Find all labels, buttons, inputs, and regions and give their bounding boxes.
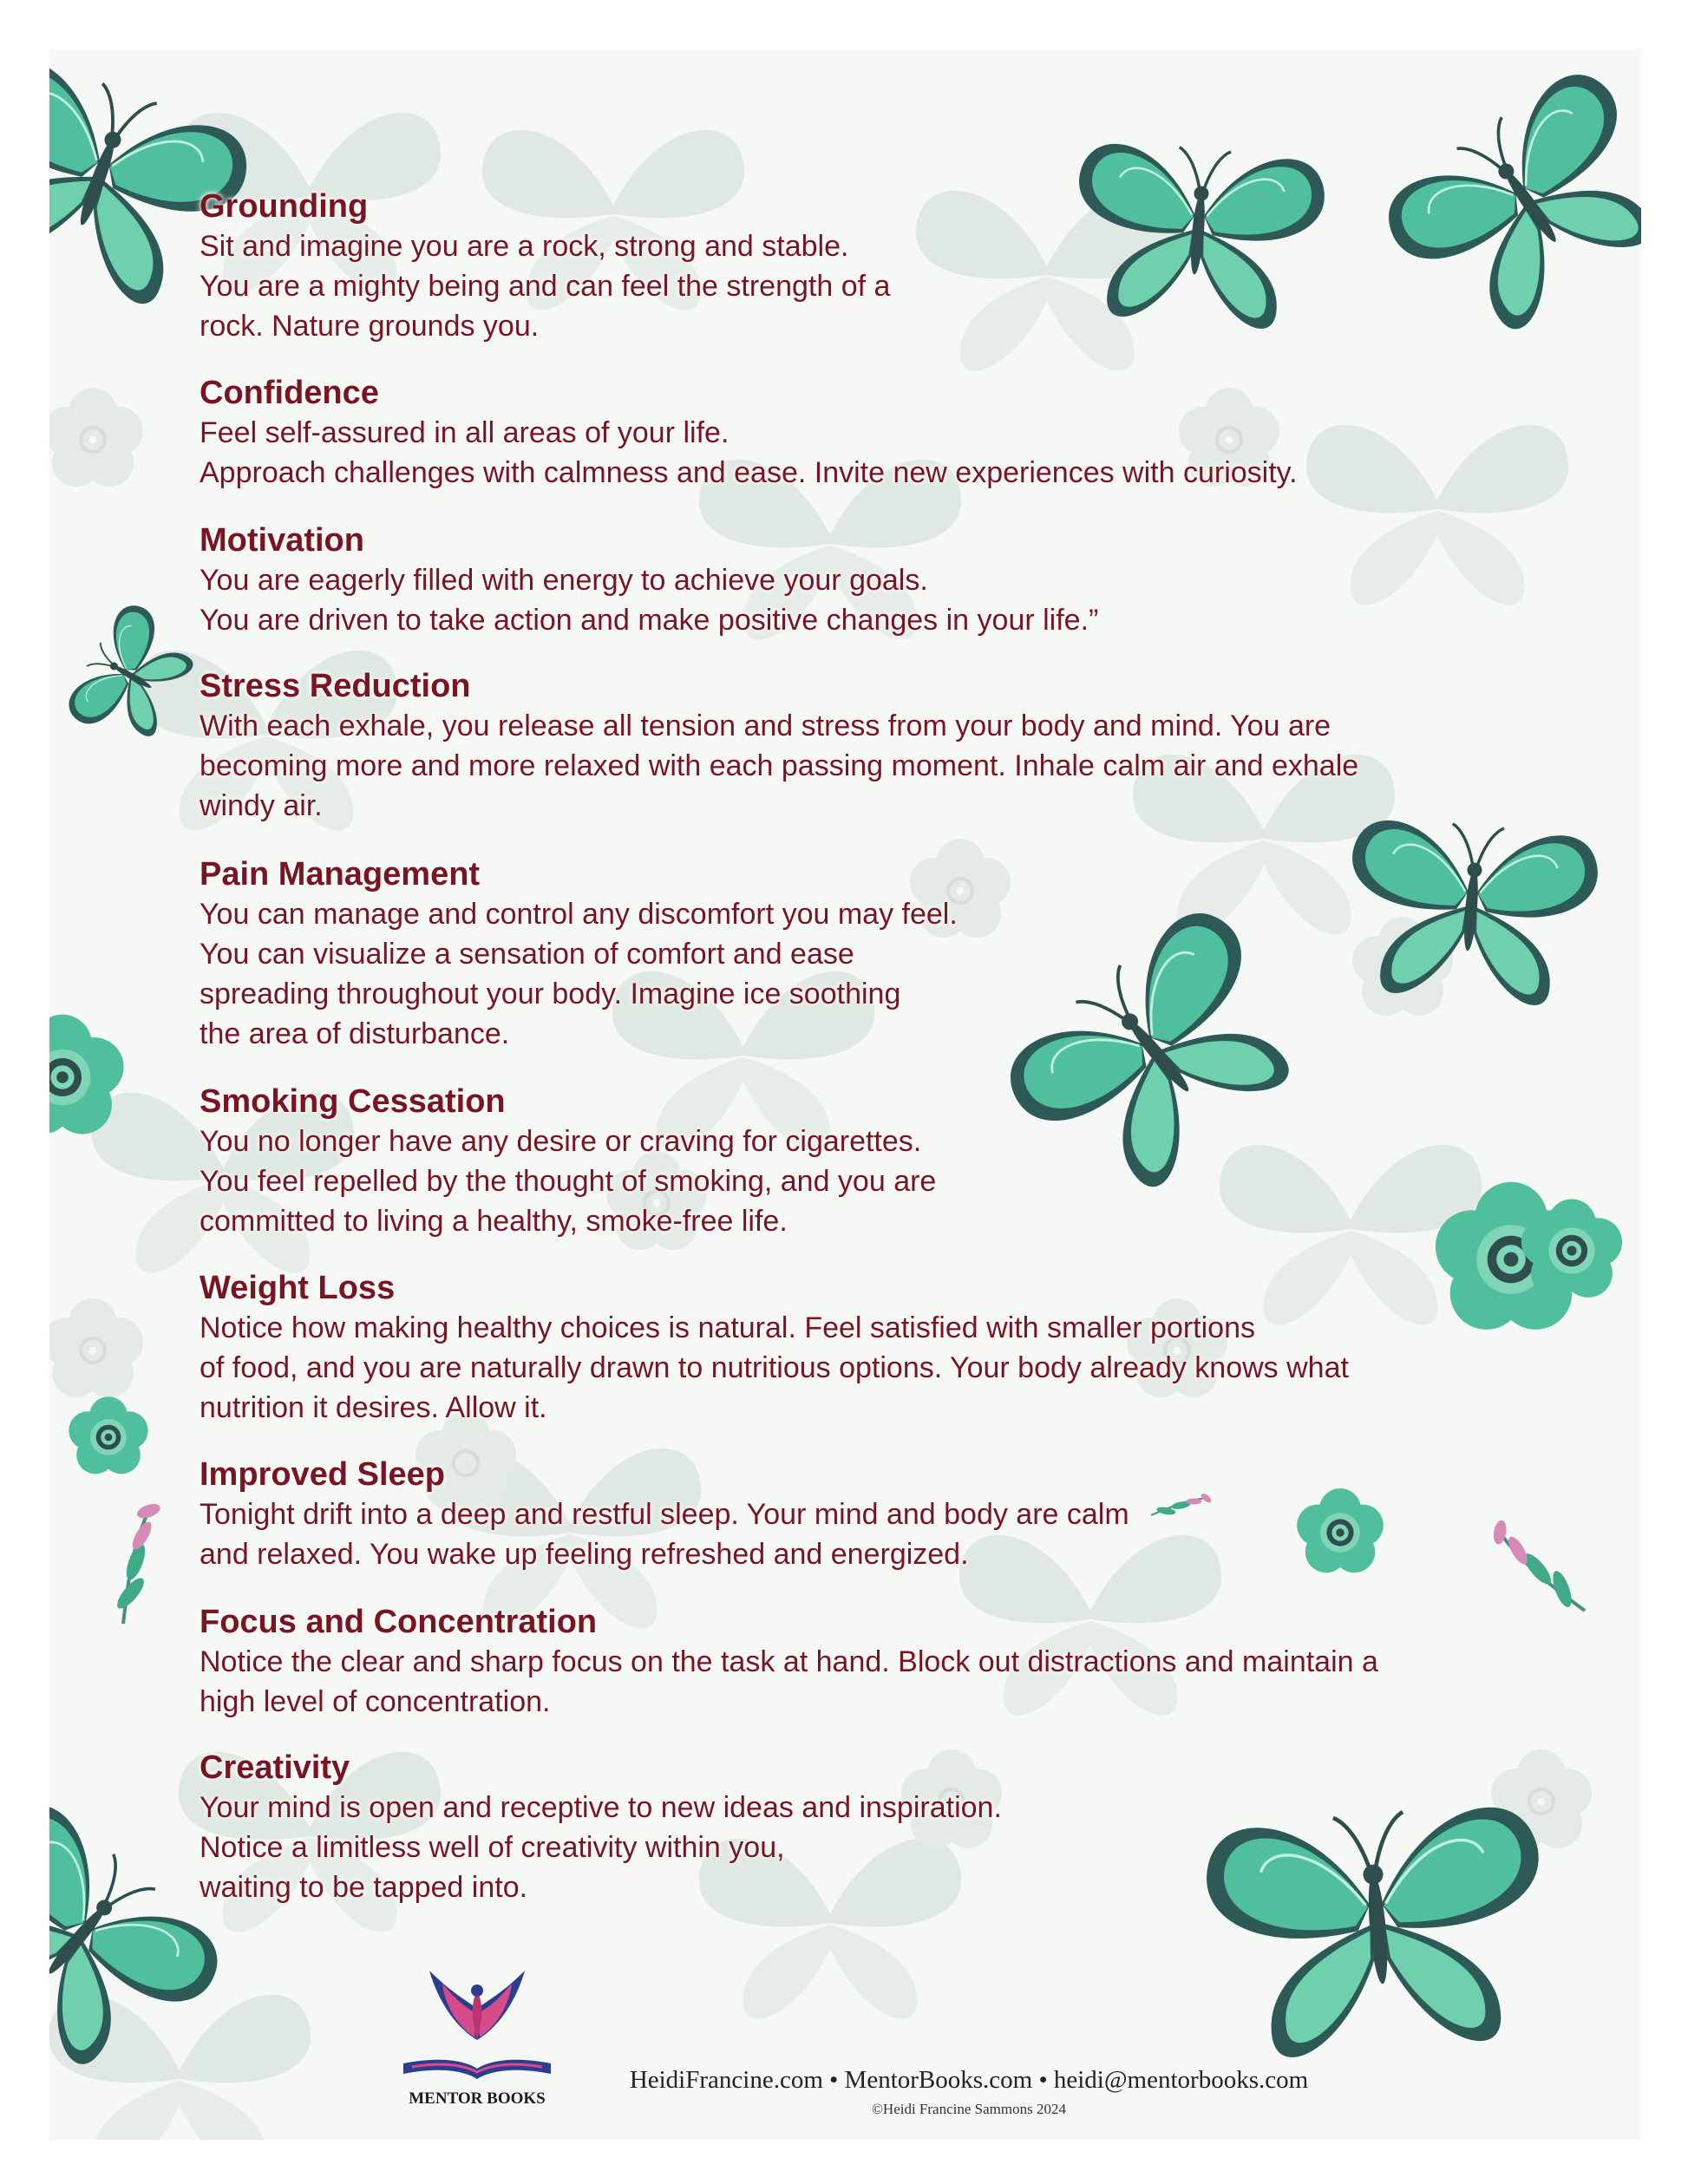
section-text-line: You can manage and control any discomfort you may feel. xyxy=(200,898,958,931)
section-pain-management xyxy=(200,854,1605,1054)
section-text-line: spreading throughout your body. Imagine ice soothing xyxy=(200,978,901,1010)
section-heading: Confidence xyxy=(200,375,379,411)
sprig-icon xyxy=(85,1501,193,1625)
section-text-line: Notice the clear and sharp focus on the task at hand. Block out distractions and maintain a xyxy=(200,1645,1378,1678)
page-sheet xyxy=(49,49,1641,2140)
section-focus-and-concentration xyxy=(200,1602,1605,1722)
section-text-line: nutrition it desires. Allow it. xyxy=(200,1391,547,1424)
section-text-line: and relaxed. You wake up feeling refreshed and energized. xyxy=(200,1538,969,1571)
section-heading: Stress Reduction xyxy=(200,668,471,704)
section-text-line: committed to living a healthy, smoke-free life. xyxy=(200,1205,788,1238)
flower-icon xyxy=(69,1396,147,1474)
section-text-line: You can visualize a sensation of comfort and ease xyxy=(200,938,854,971)
section-heading: Motivation xyxy=(200,522,364,559)
section-creativity xyxy=(200,1748,1605,1907)
section-heading: Focus and Concentration xyxy=(200,1604,598,1640)
section-text-line: rock. Nature grounds you. xyxy=(200,310,540,343)
section-heading: Smoking Cessation xyxy=(200,1083,506,1120)
section-heading: Improved Sleep xyxy=(200,1456,445,1493)
footer-copyright: ©Heidi Francine Sammons 2024 xyxy=(872,2101,1066,2117)
section-text-line: You are eagerly filled with energy to achieve your goals. xyxy=(200,564,928,597)
section-text-line: Sit and imagine you are a rock, strong and stable. xyxy=(200,230,849,263)
section-improved-sleep xyxy=(200,1455,1605,1574)
section-heading: Weight Loss xyxy=(200,1270,396,1306)
section-grounding xyxy=(200,186,1605,346)
logo-text: MENTOR BOOKS xyxy=(409,2089,546,2108)
mentor-books-logo xyxy=(395,1958,559,2122)
section-text-line: windy air. xyxy=(200,789,323,822)
section-confidence xyxy=(200,373,1605,493)
section-text-line: You feel repelled by the thought of smoking, and you are xyxy=(200,1165,937,1198)
section-text-line: becoming more and more relaxed with each passing moment. Inhale calm air and exhale xyxy=(200,749,1359,782)
section-text-line: Notice how making healthy choices is natural. Feel satisfied with smaller portions xyxy=(200,1311,1255,1344)
section-heading: Creativity xyxy=(200,1749,350,1786)
section-text-line: Approach challenges with calmness and ease. Invite new experiences with curiosity. xyxy=(200,456,1298,489)
section-text-line: Your mind is open and receptive to new ideas and inspiration. xyxy=(200,1791,1002,1824)
section-text-line: You are a mighty being and can feel the strength of a xyxy=(200,270,891,303)
section-smoking-cessation xyxy=(200,1082,1605,1241)
footer-contact-links[interactable]: HeidiFrancine.com • MentorBooks.com • heidi@mentorbooks.com xyxy=(629,2066,1309,2094)
section-text-line: of food, and you are naturally drawn to nutritious options. Your body already knows what xyxy=(200,1351,1349,1384)
section-heading: Grounding xyxy=(200,188,369,225)
section-weight-loss xyxy=(200,1268,1605,1428)
section-motivation xyxy=(200,520,1605,640)
section-text-line: You no longer have any desire or craving for cigarettes. xyxy=(200,1125,922,1158)
section-stress-reduction xyxy=(200,666,1605,826)
section-text-line: With each exhale, you release all tension and stress from your body and mind. You are xyxy=(200,709,1331,742)
section-text-line: waiting to be tapped into. xyxy=(200,1871,528,1904)
section-text-line: You are driven to take action and make positive changes in your life.” xyxy=(200,604,1099,637)
section-text-line: Notice a limitless well of creativity within you, xyxy=(200,1831,785,1864)
section-text-line: Feel self-assured in all areas of your life. xyxy=(200,416,730,449)
section-heading: Pain Management xyxy=(200,856,481,893)
section-text-line: high level of concentration. xyxy=(200,1685,551,1718)
section-text-line: Tonight drift into a deep and restful sleep. Your mind and body are calm xyxy=(200,1498,1129,1531)
section-text-line: the area of disturbance. xyxy=(200,1017,510,1050)
